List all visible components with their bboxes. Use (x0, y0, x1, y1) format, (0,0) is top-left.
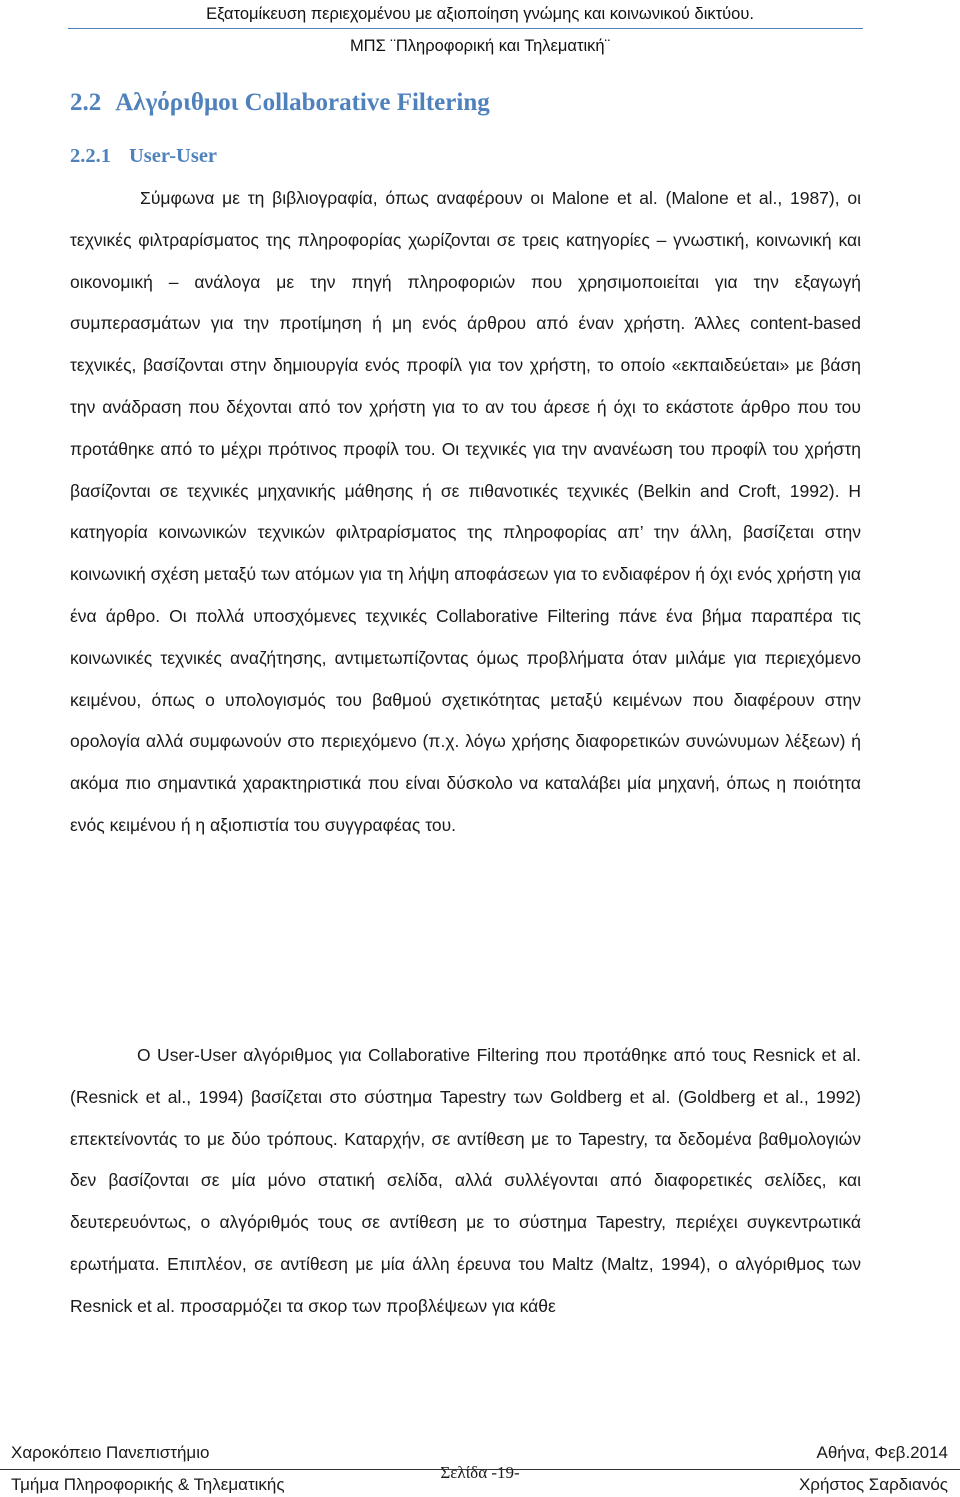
section-number: 2.2 (70, 89, 102, 116)
header-document-title: Εξατομίκευση περιεχομένου με αξιοποίηση γνώμης και κοινωνικού δικτύου. (206, 5, 754, 23)
footer-date: Αθήνα, Φεβ.2014 (816, 1443, 948, 1462)
body-paragraph-2: Ο User-User αλγόριθμος για Collaborative Filtering που προτάθηκε από τους Resnick et al. (Resnick et al., 1994) βασίζεται στο σύστημα Tapestry των Goldberg et al. (Goldberg et al., 1992) επεκτείνοντάς το με δύο τρόπους. Καταρχήν, σε αντίθεση με το Tapestry, τα δεδομένα βαθμολογιών δεν βασίζονται σε μία μόνο στατική σελίδα, αλλά συλλέγονται από διαφορετικές σελίδες, και δευτερευόντως, ο αλγόριθμός τους σε αντίθεση με το σύστημα Tapestry, περιέχει συγκεντρωτικά ερωτήματα. Επιπλέον, σε αντίθεση με μία άλλη έρευνα του Maltz (Maltz, 1994), ο αλγόριθμος των Resnick et al. προσαρμόζει τα σκορ των προβλέψεων για κάθε (70, 1045, 861, 1316)
footer-divider (0, 1469, 960, 1470)
subsection-title: User-User (129, 145, 218, 167)
header-divider (68, 28, 863, 29)
footer-author: Χρήστος Σαρδιανός (798, 1475, 948, 1494)
subsection-number: 2.2.1 (70, 145, 111, 167)
header-program-name: ΜΠΣ ¨Πληροφορική και Τηλεματική¨ (349, 37, 611, 55)
footer-university: Χαροκόπειο Πανεπιστήμιο (11, 1443, 210, 1462)
section-heading (70, 86, 490, 120)
section-title: Αλγόριθμοι Collaborative Filtering (115, 89, 490, 116)
footer-department: Τμήμα Πληροφορικής & Τηλεματικής (11, 1475, 285, 1494)
body-paragraph-1: Σύμφωνα με τη βιβλιογραφία, όπως αναφέρουν οι Malone et al. (Malone et al., 1987), οι τεχνικές φιλτραρίσματος της πληροφορίας χωρίζονται σε τρεις κατηγορίες – γνωστική, κοινωνική και οικονομική – ανάλογα με την πηγή πληροφοριών που χρησιμοποιείται για την εξαγωγή συμπερασμάτων για την προτίμηση ή μη ενός άρθρου από έναν χρήστη. Άλλες content-based τεχνικές, βασίζονται στην δημιουργία ενός προφίλ για τον χρήστη, το οποίο «εκπαιδεύεται» με βάση την ανάδραση που δέχονται από τον χρήστη για το αν του άρεσε ή όχι το εκάστοτε άρθρο που του προτάθηκε από το μέχρι πρότινος προφίλ του. Οι τεχνικές για την ανανέωση του προφίλ του χρήστη βασίζονται σε τεχνικές μηχανικής μάθησης ή σε πιθανοτικές τεχνικές (Belkin and Croft, 1992). Η κατηγορία κοινωνικών τεχνικών φιλτραρίσματος της πληροφορίας απ’ την άλλη, βασίζεται στην κοινωνική σχέση μεταξύ των ατόμων για τη λήψη αποφάσεων για το ενδιαφέρον ή όχι ενός χρήστη για ένα άρθρο. Οι πολλά υποσχόμενες τεχνικές Collaborative Filtering πάνε ένα βήμα παραπέρα τις κοινωνικές τεχνικές αναζήτησης, αντιμετωπίζοντας όμως προβλήματα όταν μιλάμε για περιεχόμενο κειμένου, όπως ο υπολογισμός του βαθμού σχετικότητας μεταξύ κειμένων που διαφέρουν στην ορολογία αλλά συμφωνούν στο περιεχόμενο (π.χ. λόγω χρήσης διαφορετικών συνώνυμων λέξεων) ή ακόμα πιο σημαντικά χαρακτηριστικά που είναι δύσκολο να καταλάβει μία μηχανή, όπως η ποιότητα ενός κειμένου ή η αξιοπιστία του συγγραφέας του. (70, 188, 861, 835)
subsection-heading (70, 142, 217, 170)
page-number: Σελίδα -19- (440, 1463, 520, 1482)
